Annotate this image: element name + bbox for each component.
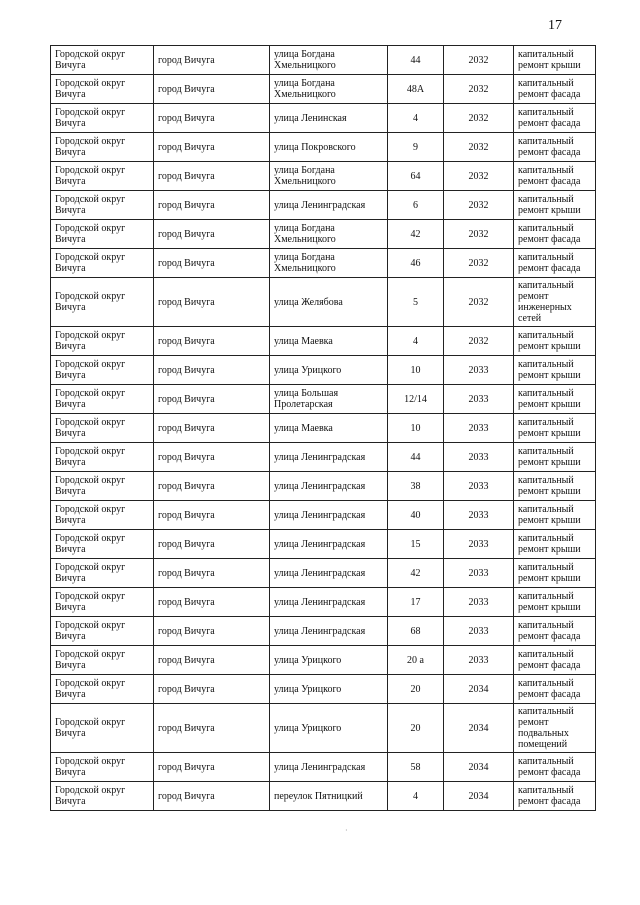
house-cell: 17: [388, 588, 444, 617]
table-row: [51, 385, 596, 414]
city-cell: город Вичуга: [154, 753, 270, 782]
table-row: [51, 327, 596, 356]
house-cell: 10: [388, 414, 444, 443]
street-cell: улица Богдана Хмельницкого: [270, 75, 388, 104]
city-cell: город Вичуга: [154, 472, 270, 501]
year-cell: 2034: [444, 675, 514, 704]
house-cell: 46: [388, 249, 444, 278]
work-cell: капитальный ремонт инженерных сетей: [514, 278, 596, 327]
street-cell: улица Богдана Хмельницкого: [270, 46, 388, 75]
city-cell: город Вичуга: [154, 443, 270, 472]
house-cell: 4: [388, 104, 444, 133]
year-cell: 2034: [444, 704, 514, 753]
table-row: [51, 472, 596, 501]
house-cell: 44: [388, 46, 444, 75]
table-row: [51, 278, 596, 327]
district-cell: Городской округ Вичуга: [51, 249, 154, 278]
street-cell: переулок Пятницкий: [270, 782, 388, 811]
house-cell: 15: [388, 530, 444, 559]
street-cell: улица Ленинградская: [270, 617, 388, 646]
district-cell: Городской округ Вичуга: [51, 356, 154, 385]
work-cell: капитальный ремонт крыши: [514, 530, 596, 559]
work-cell: капитальный ремонт крыши: [514, 472, 596, 501]
street-cell: улица Урицкого: [270, 646, 388, 675]
table-row: [51, 191, 596, 220]
city-cell: город Вичуга: [154, 414, 270, 443]
district-cell: Городской округ Вичуга: [51, 704, 154, 753]
work-cell: капитальный ремонт фасада: [514, 133, 596, 162]
city-cell: город Вичуга: [154, 162, 270, 191]
district-cell: Городской округ Вичуга: [51, 220, 154, 249]
street-cell: улица Ленинградская: [270, 472, 388, 501]
table-row: [51, 588, 596, 617]
street-cell: улица Урицкого: [270, 704, 388, 753]
table-row: [51, 559, 596, 588]
work-cell: капитальный ремонт фасада: [514, 104, 596, 133]
street-cell: улица Урицкого: [270, 356, 388, 385]
street-cell: улица Ленинградская: [270, 501, 388, 530]
street-cell: улица Богдана Хмельницкого: [270, 162, 388, 191]
house-cell: 5: [388, 278, 444, 327]
table-row: [51, 414, 596, 443]
year-cell: 2032: [444, 104, 514, 133]
house-cell: 10: [388, 356, 444, 385]
district-cell: Городской округ Вичуга: [51, 753, 154, 782]
table-row: [51, 443, 596, 472]
street-cell: улица Маевка: [270, 327, 388, 356]
city-cell: город Вичуга: [154, 385, 270, 414]
house-cell: 6: [388, 191, 444, 220]
district-cell: Городской округ Вичуга: [51, 191, 154, 220]
year-cell: 2034: [444, 753, 514, 782]
city-cell: город Вичуга: [154, 191, 270, 220]
street-cell: улица Большая Пролетарская: [270, 385, 388, 414]
district-cell: Городской округ Вичуга: [51, 588, 154, 617]
district-cell: Городской округ Вичуга: [51, 443, 154, 472]
city-cell: город Вичуга: [154, 133, 270, 162]
district-cell: Городской округ Вичуга: [51, 133, 154, 162]
city-cell: город Вичуга: [154, 530, 270, 559]
table-row: [51, 675, 596, 704]
district-cell: Городской округ Вичуга: [51, 278, 154, 327]
year-cell: 2033: [444, 385, 514, 414]
district-cell: Городской округ Вичуга: [51, 46, 154, 75]
district-cell: Городской округ Вичуга: [51, 162, 154, 191]
district-cell: Городской округ Вичуга: [51, 104, 154, 133]
city-cell: город Вичуга: [154, 46, 270, 75]
work-cell: капитальный ремонт фасада: [514, 75, 596, 104]
scan-artifact: ·: [345, 826, 348, 835]
district-cell: Городской округ Вичуга: [51, 646, 154, 675]
work-cell: капитальный ремонт крыши: [514, 385, 596, 414]
work-cell: капитальный ремонт крыши: [514, 327, 596, 356]
year-cell: 2032: [444, 46, 514, 75]
district-cell: Городской округ Вичуга: [51, 782, 154, 811]
district-cell: Городской округ Вичуга: [51, 559, 154, 588]
city-cell: город Вичуга: [154, 75, 270, 104]
house-cell: 4: [388, 782, 444, 811]
table-row: [51, 782, 596, 811]
work-cell: капитальный ремонт крыши: [514, 414, 596, 443]
work-cell: капитальный ремонт фасада: [514, 162, 596, 191]
house-cell: 12/14: [388, 385, 444, 414]
district-cell: Городской округ Вичуга: [51, 501, 154, 530]
work-cell: капитальный ремонт крыши: [514, 501, 596, 530]
house-cell: 48А: [388, 75, 444, 104]
table-row: [51, 753, 596, 782]
house-cell: 20 а: [388, 646, 444, 675]
work-cell: капитальный ремонт фасада: [514, 753, 596, 782]
year-cell: 2032: [444, 191, 514, 220]
house-cell: 9: [388, 133, 444, 162]
house-cell: 64: [388, 162, 444, 191]
repair-schedule-table: [50, 45, 596, 811]
year-cell: 2033: [444, 530, 514, 559]
work-cell: капитальный ремонт крыши: [514, 559, 596, 588]
work-cell: капитальный ремонт фасада: [514, 646, 596, 675]
street-cell: улица Ленинградская: [270, 559, 388, 588]
house-cell: 44: [388, 443, 444, 472]
house-cell: 68: [388, 617, 444, 646]
work-cell: капитальный ремонт крыши: [514, 356, 596, 385]
year-cell: 2033: [444, 356, 514, 385]
street-cell: улица Ленинградская: [270, 588, 388, 617]
year-cell: 2032: [444, 162, 514, 191]
work-cell: капитальный ремонт фасада: [514, 249, 596, 278]
work-cell: капитальный ремонт фасада: [514, 617, 596, 646]
city-cell: город Вичуга: [154, 220, 270, 249]
district-cell: Городской округ Вичуга: [51, 327, 154, 356]
house-cell: 38: [388, 472, 444, 501]
street-cell: улица Маевка: [270, 414, 388, 443]
street-cell: улица Ленинградская: [270, 753, 388, 782]
district-cell: Городской округ Вичуга: [51, 617, 154, 646]
house-cell: 42: [388, 559, 444, 588]
table-row: [51, 75, 596, 104]
table-row: [51, 646, 596, 675]
street-cell: улица Ленинская: [270, 104, 388, 133]
city-cell: город Вичуга: [154, 617, 270, 646]
city-cell: город Вичуга: [154, 675, 270, 704]
table-row: [51, 530, 596, 559]
street-cell: улица Ленинградская: [270, 530, 388, 559]
district-cell: Городской округ Вичуга: [51, 472, 154, 501]
work-cell: капитальный ремонт крыши: [514, 191, 596, 220]
city-cell: город Вичуга: [154, 782, 270, 811]
street-cell: улица Богдана Хмельницкого: [270, 220, 388, 249]
work-cell: капитальный ремонт крыши: [514, 443, 596, 472]
street-cell: улица Ленинградская: [270, 443, 388, 472]
year-cell: 2032: [444, 278, 514, 327]
district-cell: Городской округ Вичуга: [51, 385, 154, 414]
year-cell: 2033: [444, 617, 514, 646]
table-row: [51, 46, 596, 75]
house-cell: 4: [388, 327, 444, 356]
district-cell: Городской округ Вичуга: [51, 530, 154, 559]
work-cell: капитальный ремонт крыши: [514, 588, 596, 617]
city-cell: город Вичуга: [154, 588, 270, 617]
table-row: [51, 617, 596, 646]
work-cell: капитальный ремонт фасада: [514, 220, 596, 249]
year-cell: 2034: [444, 782, 514, 811]
city-cell: город Вичуга: [154, 559, 270, 588]
year-cell: 2032: [444, 133, 514, 162]
district-cell: Городской округ Вичуга: [51, 75, 154, 104]
street-cell: улица Богдана Хмельницкого: [270, 249, 388, 278]
year-cell: 2033: [444, 443, 514, 472]
city-cell: город Вичуга: [154, 646, 270, 675]
city-cell: город Вичуга: [154, 278, 270, 327]
house-cell: 20: [388, 675, 444, 704]
street-cell: улица Урицкого: [270, 675, 388, 704]
table-row: [51, 501, 596, 530]
year-cell: 2033: [444, 414, 514, 443]
year-cell: 2033: [444, 472, 514, 501]
table-row: [51, 704, 596, 753]
page-number: 17: [548, 18, 562, 33]
year-cell: 2032: [444, 75, 514, 104]
year-cell: 2033: [444, 588, 514, 617]
year-cell: 2032: [444, 220, 514, 249]
work-cell: капитальный ремонт крыши: [514, 46, 596, 75]
table-row: [51, 220, 596, 249]
year-cell: 2033: [444, 501, 514, 530]
district-cell: Городской округ Вичуга: [51, 414, 154, 443]
work-cell: капитальный ремонт подвальных помещений: [514, 704, 596, 753]
city-cell: город Вичуга: [154, 356, 270, 385]
city-cell: город Вичуга: [154, 704, 270, 753]
house-cell: 58: [388, 753, 444, 782]
year-cell: 2033: [444, 646, 514, 675]
table-body: [51, 46, 596, 811]
city-cell: город Вичуга: [154, 104, 270, 133]
city-cell: город Вичуга: [154, 501, 270, 530]
table-row: [51, 249, 596, 278]
street-cell: улица Покровского: [270, 133, 388, 162]
work-cell: капитальный ремонт фасада: [514, 675, 596, 704]
district-cell: Городской округ Вичуга: [51, 675, 154, 704]
work-cell: капитальный ремонт фасада: [514, 782, 596, 811]
house-cell: 42: [388, 220, 444, 249]
house-cell: 40: [388, 501, 444, 530]
street-cell: улица Ленинградская: [270, 191, 388, 220]
year-cell: 2033: [444, 559, 514, 588]
table-row: [51, 133, 596, 162]
street-cell: улица Желябова: [270, 278, 388, 327]
city-cell: город Вичуга: [154, 249, 270, 278]
year-cell: 2032: [444, 327, 514, 356]
year-cell: 2032: [444, 249, 514, 278]
table-row: [51, 162, 596, 191]
table-row: [51, 104, 596, 133]
house-cell: 20: [388, 704, 444, 753]
city-cell: город Вичуга: [154, 327, 270, 356]
table-row: [51, 356, 596, 385]
